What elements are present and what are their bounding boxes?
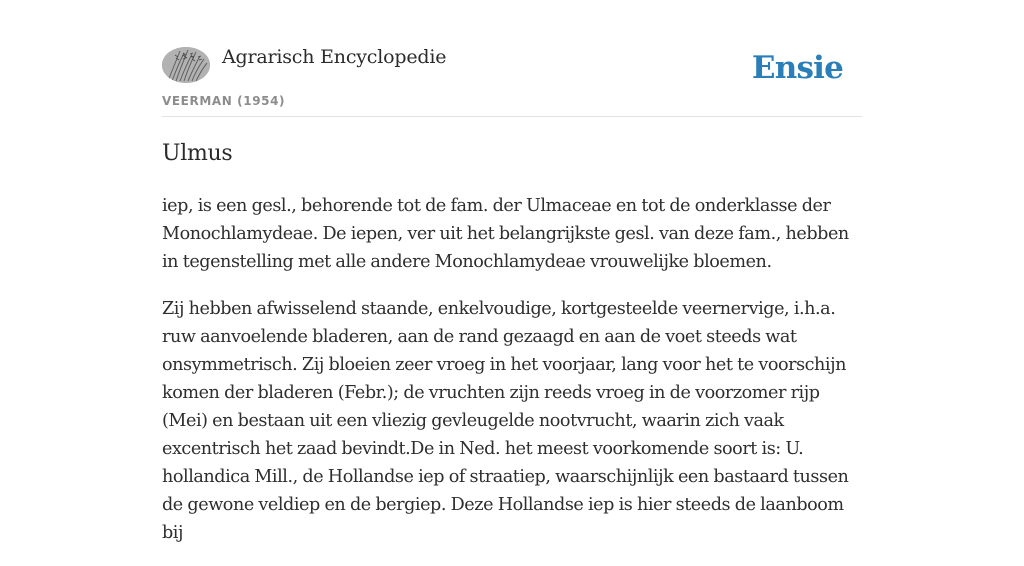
source-title[interactable]: Agrarisch Encyclopedie — [222, 46, 447, 68]
article-title: Ulmus — [162, 141, 233, 166]
source-subtitle: VEERMAN (1954) — [162, 94, 286, 108]
article-paragraph: iep, is een gesl., behorende tot de fam. der Ulmaceae en tot de onderklasse der Monochlamydeae. De iepen, ver uit het belangrijkste gesl. van deze fam., hebben in tegenstelling met alle andere Monochlamydeae vrouwelijke bloemen. — [162, 196, 849, 272]
source-header — [162, 0, 862, 117]
wheat-engraving-icon — [162, 47, 210, 83]
article-paragraph: Zij hebben afwisselend staande, enkelvoudige, kortgesteelde veernervige, i.h.a. ruw aanvoelende bladeren, aan de rand gezaagd en aan de voet steeds wat onsymmetrisch. Zij bloeien zeer vroeg in het voorjaar, lang voor het te voorschijn komen der bladeren (Febr.); de vruchten zijn reeds vroeg in de voorzomer rijp (Mei) en bestaan uit een vliezig gevleugelde nootvrucht, waarin zich vaak excentrisch het zaad bevindt.De in Ned. het meest voorkomende soort is: U. hollandica Mill., de Hollandse iep of straatiep, waarschijnlijk een bastaard tussen de gewone veldiep en de bergiep. Deze Hollandse iep is hier steeds de laanboom bij — [162, 299, 849, 543]
article-body — [162, 192, 864, 566]
page — [162, 0, 862, 543]
ensie-logo-link[interactable]: Ensie — [751, 50, 843, 86]
